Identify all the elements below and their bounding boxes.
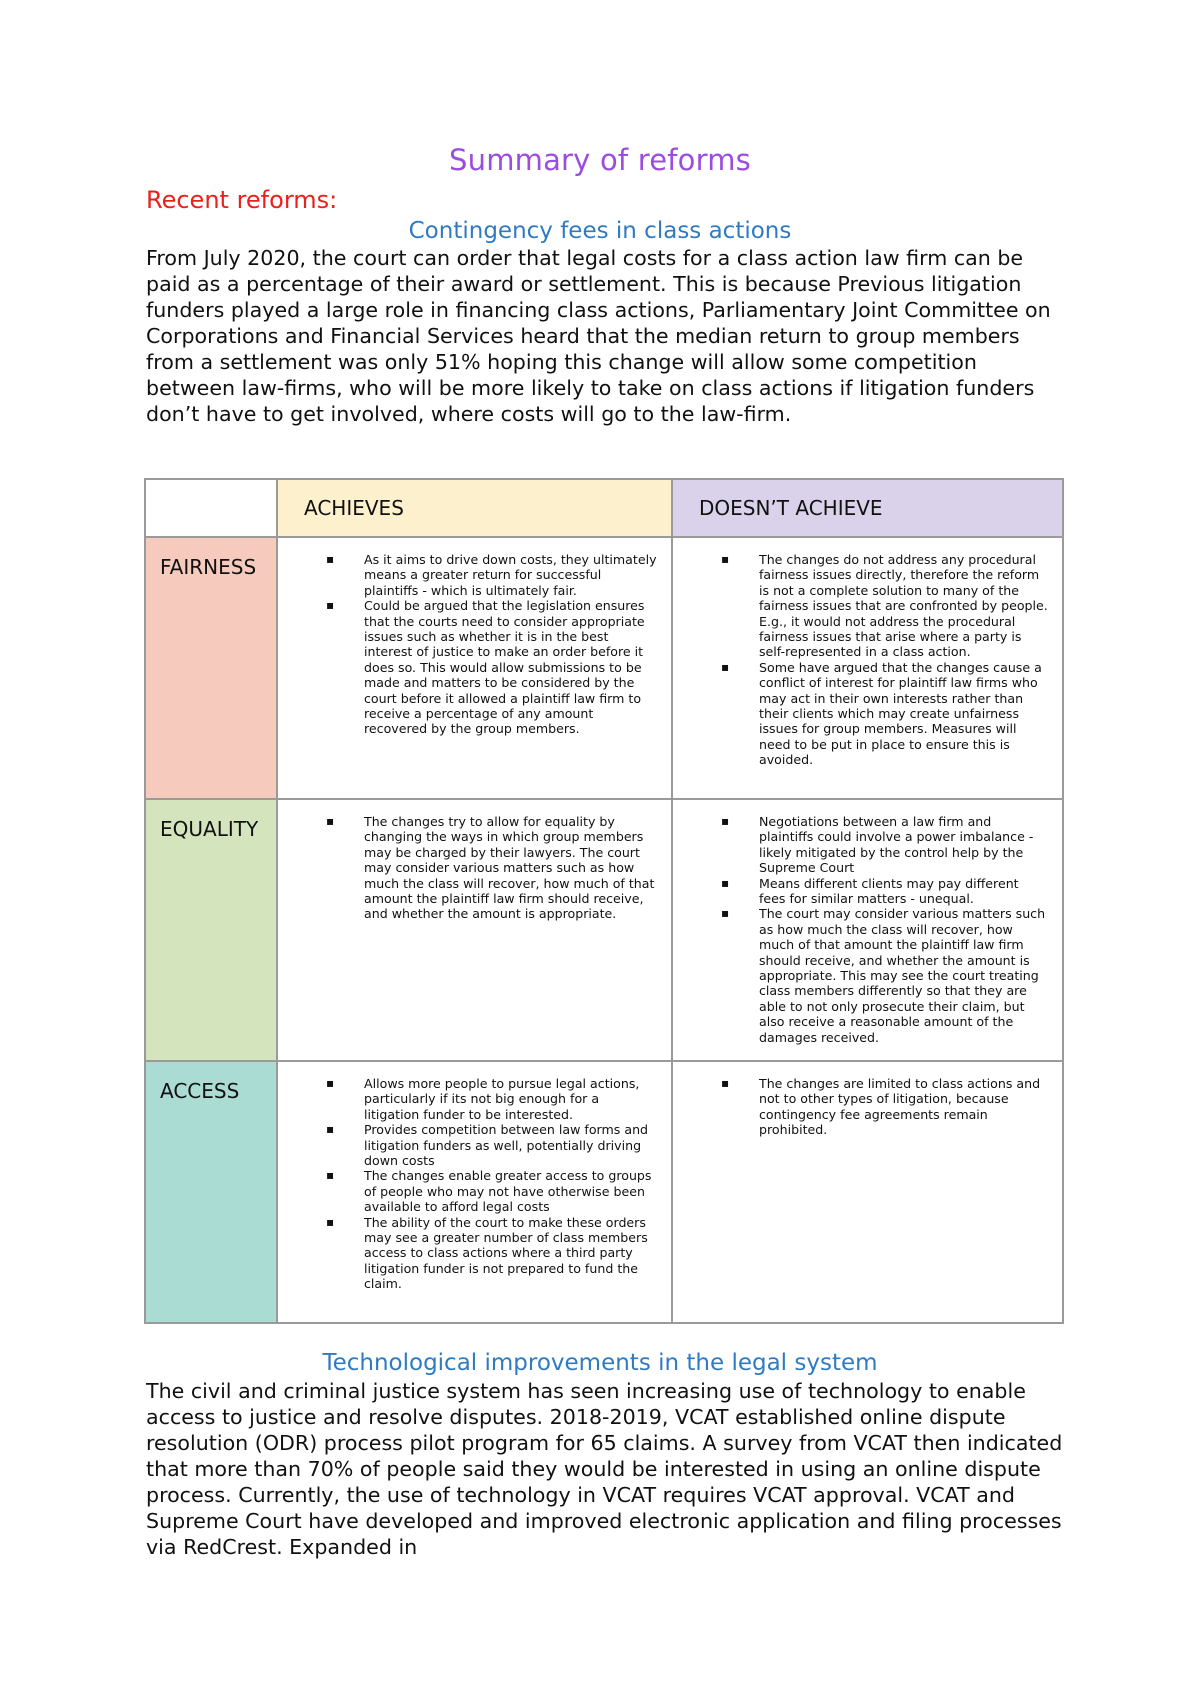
- table-row-equality: [145, 799, 1063, 1061]
- table-header-row: [145, 479, 1063, 537]
- equality-doesnt-cell: [672, 799, 1063, 1061]
- fairness-doesnt-cell: [672, 537, 1063, 799]
- list-item: ▪ The changes try to allow for equality by changing the ways in which group members may be charged by their lawyers. The court may consider various matters such as how much the class will recover, how much of that amount the plaintiff law firm should receive, and whether the amount is appropriate.: [278, 814, 657, 922]
- page-title: Summary of reforms: [449, 143, 751, 177]
- list-item: ▪ Could be argued that the legislation ensures that the courts need to consider appropriate issues such as whether it is in the best interest of justice to make an order before it does so. This would allow submissions to be made and matters to be considered by the court before it allowed a plaintiff law firm to receive a percentage of any amount recovered by the group members.: [278, 598, 657, 737]
- list-item: ▪ Allows more people to pursue legal actions, particularly if its not big enough for a litigation funder to be interested.: [278, 1076, 657, 1122]
- table-row-fairness: [145, 537, 1063, 799]
- list-item: ▪ The court may consider various matters such as how much the class will recover, how much of that amount the plaintiff law firm should receive, and whether the amount is appropriate. This may see the court treating class members differently so that they are able to not only prosecute their claim, but also receive a reasonable amount of the damages received.: [673, 906, 1048, 1045]
- recent-reforms-heading: Recent reforms:: [146, 186, 338, 214]
- row-label-fairness: FAIRNESS: [145, 537, 277, 799]
- table-row-access: [145, 1061, 1063, 1323]
- list-item: ▪ Provides competition between law forms and litigation funders as well, potentially driving down costs: [278, 1122, 657, 1168]
- equality-achieves-cell: [277, 799, 672, 1061]
- section-paragraph-technology: The civil and criminal justice system has seen increasing use of technology to enable access to justice and resolve disputes. 2018-2019, VCAT established online dispute resolution (ODR) process pilot program for 65 claims. A survey from VCAT then indicated that more than 70% of people said they would be interested in using an online dispute process. Currently, the use of technology in VCAT requires VCAT approval. VCAT and Supreme Court have developed and improved electronic application and filing processes via RedCrest. Expanded in: [146, 1379, 1063, 1559]
- list-item: ▪ The changes do not address any procedural fairness issues directly, therefore the reform is not a complete solution to many of the fairness issues that are confronted by people. E.g., it would not address the procedural fairness issues that arise where a party is self-represented in a class action.: [673, 552, 1048, 660]
- list-item: ▪ Some have argued that the changes cause a conflict of interest for plaintiff law firms who may act in their own interests rather than their clients which may create unfairness issues for group members. Measures will need to be put in place to ensure this is avoided.: [673, 660, 1048, 768]
- evaluation-table: [144, 478, 1064, 1324]
- row-label-access: ACCESS: [145, 1061, 277, 1323]
- fairness-achieves-cell: [277, 537, 672, 799]
- column-header-doesnt-achieve: DOESN’T ACHIEVE: [672, 479, 1063, 537]
- column-header-achieves: ACHIEVES: [277, 479, 672, 537]
- list-item: ▪ The ability of the court to make these orders may see a greater number of class members access to class actions where a third party litigation funder is not prepared to fund the claim.: [278, 1215, 657, 1292]
- list-item: ▪ The changes enable greater access to groups of people who may not have otherwise been available to afford legal costs: [278, 1168, 657, 1214]
- section-heading-contingency: Contingency fees in class actions: [408, 218, 792, 244]
- row-label-equality: EQUALITY: [145, 799, 277, 1061]
- list-item: ▪ The changes are limited to class actions and not to other types of litigation, because contingency fee agreements remain prohibited.: [673, 1076, 1048, 1138]
- list-item: ▪ Negotiations between a law firm and plaintiffs could involve a power imbalance - likely mitigated by the control help by the Supreme Court: [673, 814, 1048, 876]
- table-corner-cell: [145, 479, 277, 537]
- section-heading-technology: Technological improvements in the legal system: [322, 1350, 878, 1376]
- access-achieves-cell: [277, 1061, 672, 1323]
- access-doesnt-cell: [672, 1061, 1063, 1323]
- list-item: ▪ As it aims to drive down costs, they ultimately means a greater return for successful plaintiffs - which is ultimately fair.: [278, 552, 657, 598]
- section-paragraph-contingency: From July 2020, the court can order that legal costs for a class action law firm can be paid as a percentage of their award or settlement. This is because Previous litigation funders played a large role in financing class actions, Parliamentary Joint Committee on Corporations and Financial Services heard that the median return to group members from a settlement was only 51% hoping this change will allow some competition between law-firms, who will be more likely to take on class actions if litigation funders don’t have to get involved, where costs will go to the law-firm.: [146, 246, 1051, 426]
- list-item: ▪ Means different clients may pay different fees for similar matters - unequal.: [673, 876, 1048, 907]
